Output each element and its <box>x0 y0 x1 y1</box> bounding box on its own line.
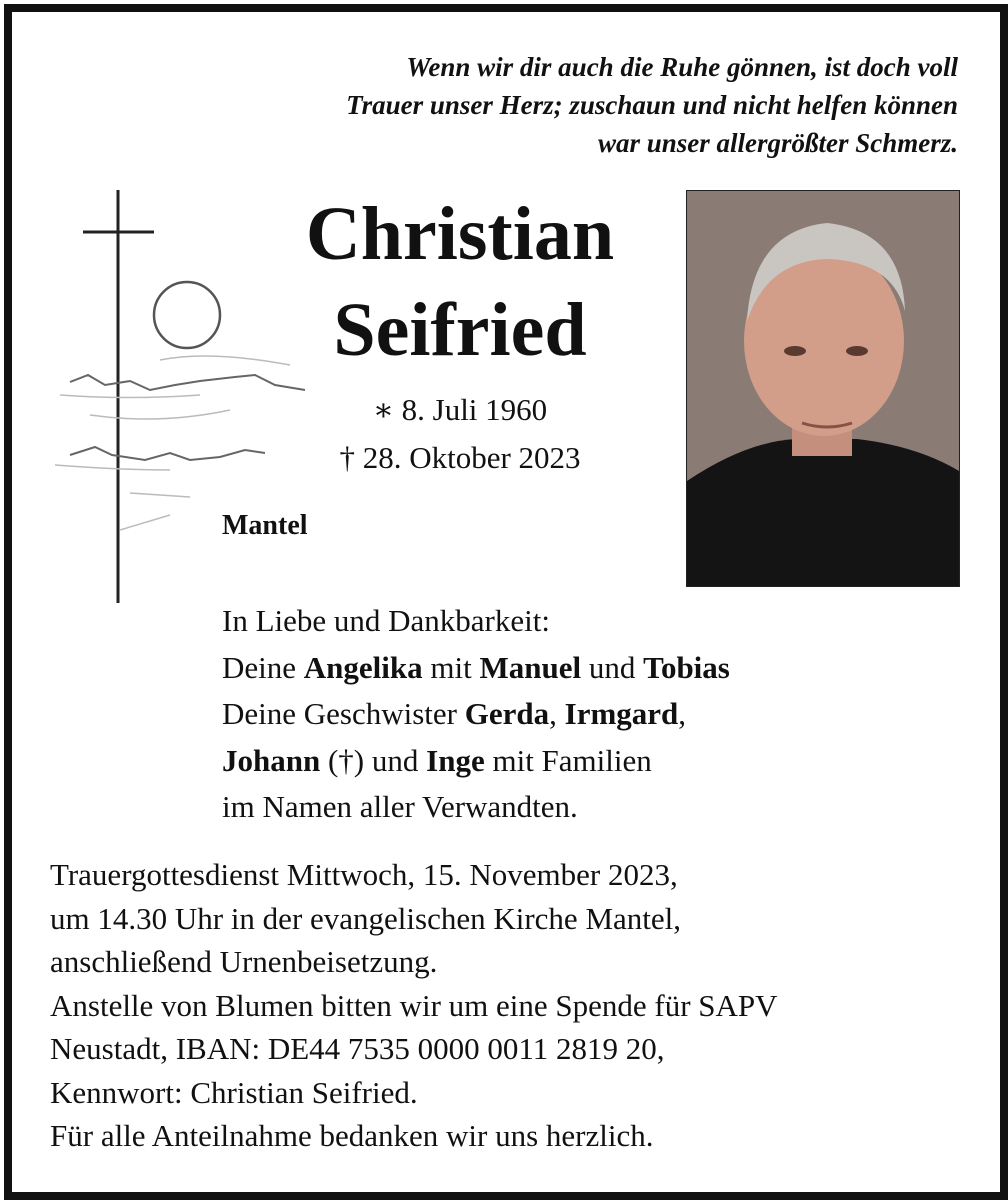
birth-date: ∗ 8. Juli 1960 <box>372 392 548 427</box>
footer-line: Kennwort: Christian Seifried. <box>50 1074 418 1110</box>
footer-line: anschließend Urnenbeisetzung. <box>50 944 438 979</box>
deceased-name <box>250 186 670 378</box>
family-line <box>222 738 730 785</box>
portrait-photo <box>686 190 960 587</box>
hometown: Mantel <box>222 510 308 541</box>
name: Angelika <box>303 649 423 685</box>
family-line <box>222 645 730 692</box>
name: Inge <box>426 742 485 778</box>
name: Tobias <box>643 649 730 685</box>
text: mit <box>422 649 480 685</box>
family-signature <box>222 598 730 831</box>
life-dates <box>280 386 640 482</box>
first-name: Christian <box>305 192 615 276</box>
quote-line: Trauer unser Herz; zuschaun und nicht helfen können <box>346 90 958 120</box>
footer-line: Neustadt, IBAN: DE44 7535 0000 0011 2819 20, <box>50 1031 665 1066</box>
text: Deine Geschwister <box>222 696 465 731</box>
memorial-quote <box>346 48 958 162</box>
text: , <box>549 696 565 731</box>
family-intro: In Liebe und Dankbarkeit: <box>222 603 550 638</box>
text: und <box>581 649 644 685</box>
last-name: Seifried <box>333 288 587 372</box>
name: Manuel <box>479 649 582 685</box>
service-details <box>50 853 778 1158</box>
quote-line: Wenn wir dir auch die Ruhe gönnen, ist doch voll <box>406 52 958 82</box>
family-line: im Namen aller Verwandten. <box>222 789 578 824</box>
quote-line: war unser allergrößter Schmerz. <box>597 128 958 158</box>
sun-icon <box>154 282 220 348</box>
footer-line: um 14.30 Uhr in der evangelischen Kirche Mantel, <box>50 900 682 936</box>
footer-line: Anstelle von Blumen bitten wir um eine Spende für SAPV <box>50 987 778 1023</box>
name: Irmgard <box>564 696 679 731</box>
text: Deine <box>222 649 304 685</box>
name: Johann <box>222 742 321 778</box>
text: mit Familien <box>484 742 652 778</box>
death-date: † 28. Oktober 2023 <box>339 440 581 475</box>
text: , <box>678 696 687 731</box>
footer-line: Trauergottesdienst Mittwoch, 15. November 2023, <box>50 857 678 892</box>
family-line <box>222 691 730 738</box>
footer-line: Für alle Anteilnahme bedanken wir uns herzlich. <box>50 1118 654 1153</box>
name: Gerda <box>464 696 550 731</box>
text: (†) und <box>320 742 427 778</box>
